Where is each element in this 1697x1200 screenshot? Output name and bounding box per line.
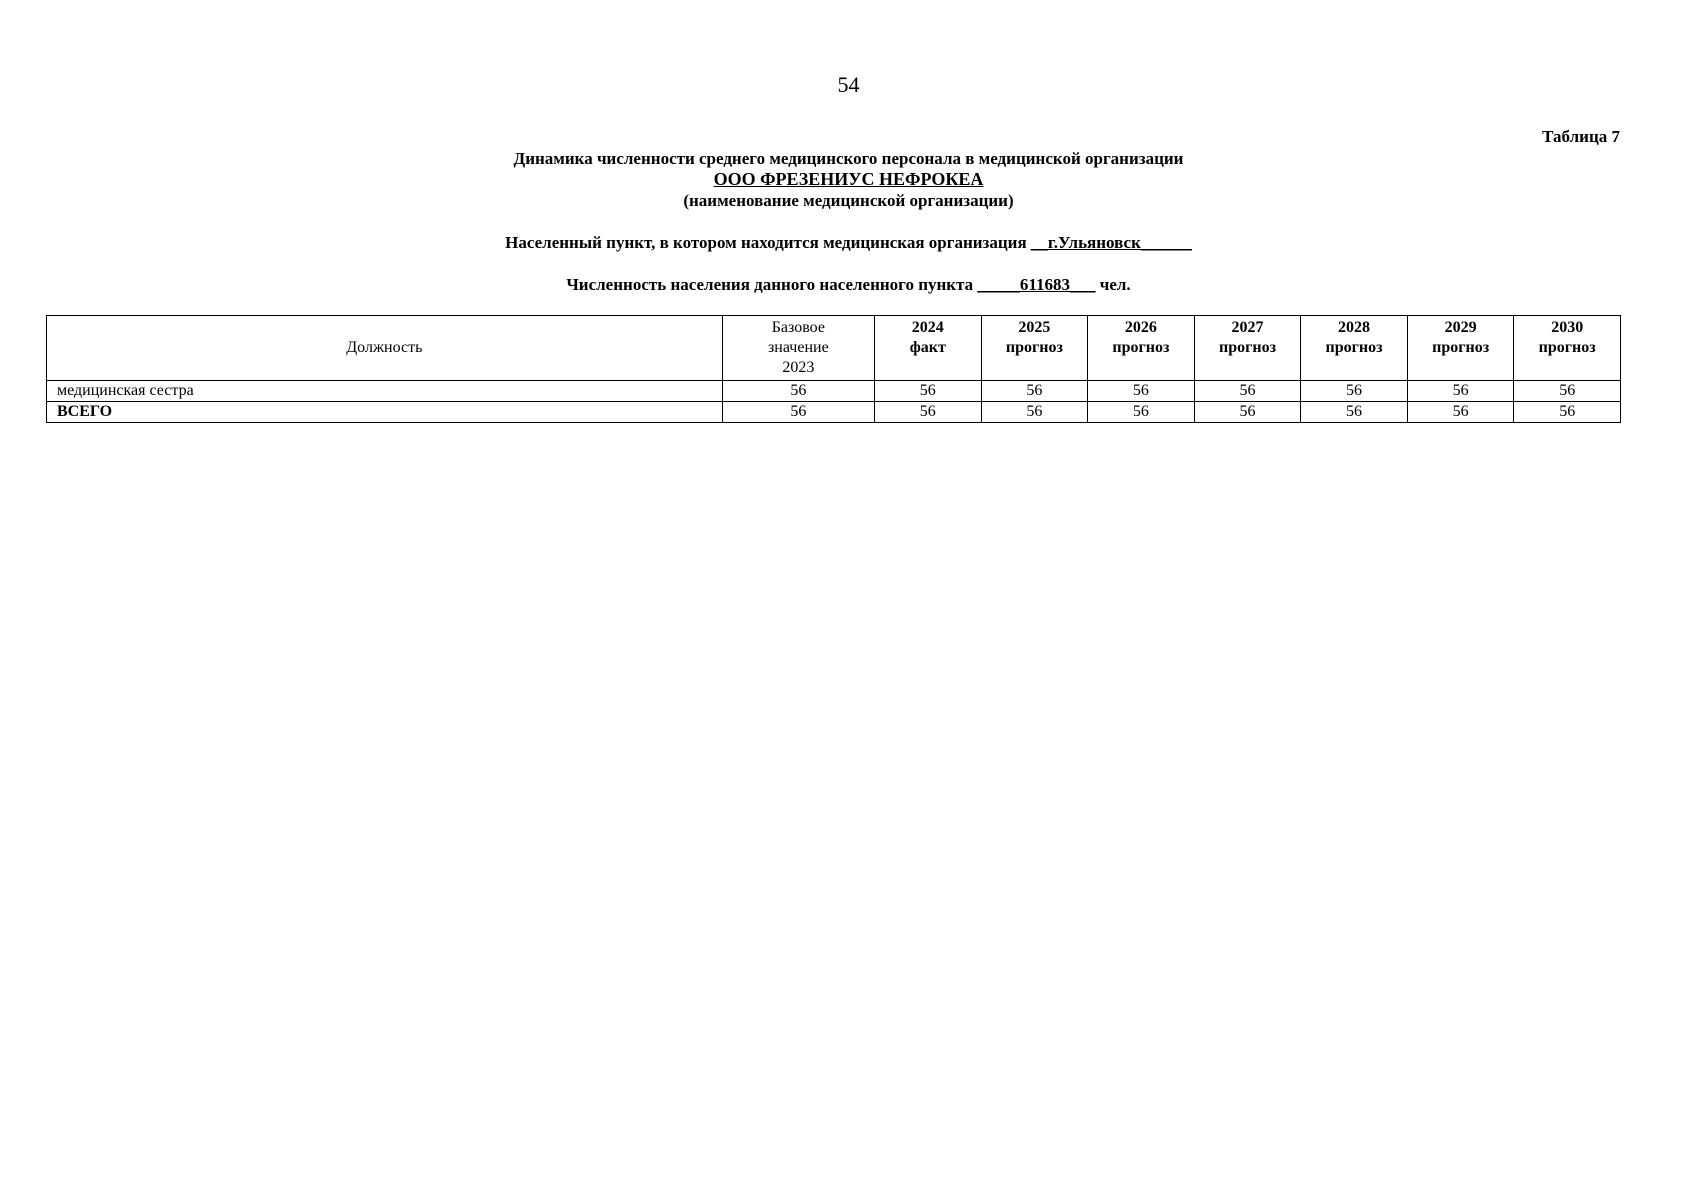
header-base-line1: Базовое [771,319,825,336]
cell-2026: 56 [1088,381,1195,402]
cell-base: 56 [722,381,874,402]
cell-2024: 56 [875,402,982,423]
cell-2030: 56 [1514,402,1621,423]
header-year-2030 [1514,316,1621,381]
locality-line [0,233,1697,253]
population-value: _____611683___ [977,275,1096,294]
document-heading [0,148,1697,211]
table-row [47,381,1621,402]
header-year: 2028 [1338,319,1371,336]
cell-2024: 56 [875,381,982,402]
table-label: Таблица 7 [1542,127,1620,146]
header-year: 2024 [911,319,944,336]
header-year-2026 [1088,316,1195,381]
header-year: 2025 [1018,319,1051,336]
page-number: 54 [837,72,860,97]
staff-dynamics-table [46,315,1621,423]
header-kind: прогноз [1218,339,1276,356]
header-kind: прогноз [1538,339,1596,356]
cell-2027: 56 [1194,381,1301,402]
population-unit: чел. [1099,275,1131,294]
header-position: Должность [47,316,723,381]
header-year-2027 [1194,316,1301,381]
cell-2028: 56 [1301,402,1408,423]
organization-name: ООО ФРЕЗЕНИУС НЕФРОКЕА [713,169,984,189]
table-header-row [47,316,1621,381]
table-row-total [47,402,1621,423]
cell-2026: 56 [1088,402,1195,423]
header-base-line2: значение [767,339,829,356]
header-kind: прогноз [1005,339,1063,356]
cell-2027: 56 [1194,402,1301,423]
header-kind: прогноз [1112,339,1170,356]
header-year: 2027 [1231,319,1264,336]
header-kind: прогноз [1325,339,1383,356]
heading-title: Динамика численности среднего медицинского персонала в медицинской организации [513,149,1184,168]
header-kind: прогноз [1432,339,1490,356]
population-line [0,275,1697,295]
header-base-value [722,316,874,381]
row-label: ВСЕГО [47,402,723,423]
cell-2028: 56 [1301,381,1408,402]
header-year-2028 [1301,316,1408,381]
locality-label: Населенный пункт, в котором находится медицинская организация [505,233,1027,252]
header-year: 2030 [1551,319,1584,336]
cell-2029: 56 [1407,381,1514,402]
header-year-2024 [875,316,982,381]
row-label: медицинская сестра [47,381,723,402]
organization-caption: (наименование медицинской организации) [683,191,1014,210]
header-year-2029 [1407,316,1514,381]
header-kind: факт [909,339,946,356]
header-base-line3: 2023 [782,359,815,376]
header-year: 2029 [1444,319,1477,336]
cell-2025: 56 [981,381,1088,402]
header-year-2025 [981,316,1088,381]
locality-value: __г.Ульяновск______ [1030,233,1192,252]
cell-2025: 56 [981,402,1088,423]
cell-2029: 56 [1407,402,1514,423]
cell-base: 56 [722,402,874,423]
header-year: 2026 [1124,319,1157,336]
population-label: Численность населения данного населенного пункта [566,275,974,294]
cell-2030: 56 [1514,381,1621,402]
